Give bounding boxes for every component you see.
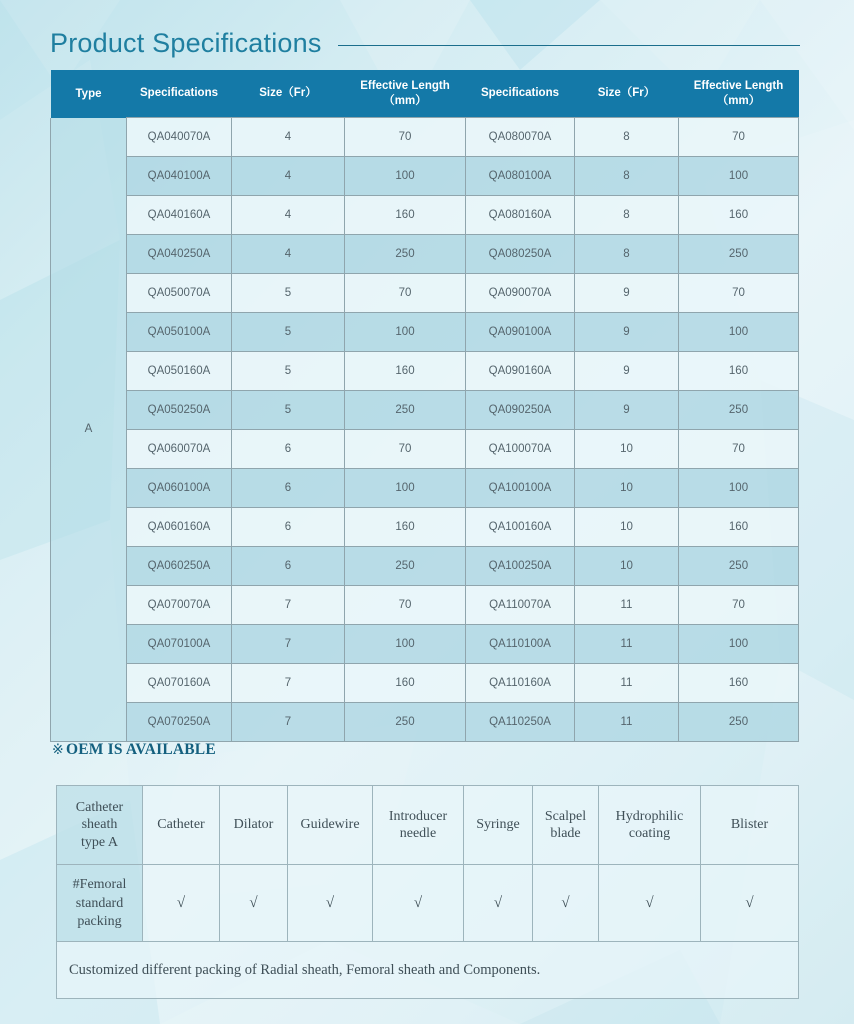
cell-effective-length-1: 160 — [345, 352, 466, 391]
cell-specifications-1: QA040070A — [127, 118, 232, 157]
cell-specifications-2: QA090250A — [466, 391, 575, 430]
cell-size-2: 10 — [575, 508, 679, 547]
cell-specifications-1: QA070250A — [127, 703, 232, 742]
column-header-effective-length-1 — [345, 70, 466, 118]
cell-size-2: 9 — [575, 391, 679, 430]
packing-column-header — [220, 786, 288, 865]
column-header-size-1: Size（Fr） — [232, 70, 345, 118]
cell-size-1: 7 — [232, 664, 345, 703]
cell-specifications-2: QA090070A — [466, 274, 575, 313]
table-row — [51, 625, 799, 664]
packing-row-label — [57, 865, 143, 942]
cell-size-2: 8 — [575, 235, 679, 274]
packing-row-label-line: #Femoral — [72, 876, 127, 892]
cell-size-1: 4 — [232, 196, 345, 235]
cell-effective-length-2: 70 — [679, 118, 799, 157]
table-row — [51, 430, 799, 469]
cell-size-1: 5 — [232, 352, 345, 391]
cell-specifications-1: QA070100A — [127, 625, 232, 664]
cell-effective-length-2: 70 — [679, 430, 799, 469]
packing-contents-table — [56, 785, 799, 999]
effective-length-2-line1: Effective Length — [693, 80, 784, 93]
packing-check-mark: √ — [220, 865, 288, 942]
packing-header-line: Syringe — [476, 817, 520, 833]
column-header-specifications-1: Specifications — [127, 70, 232, 118]
packing-header-row — [57, 786, 799, 865]
cell-size-1: 6 — [232, 547, 345, 586]
packing-header-line: Scalpel — [544, 808, 587, 824]
cell-effective-length-2: 160 — [679, 352, 799, 391]
cell-effective-length-1: 100 — [345, 625, 466, 664]
cell-size-2: 10 — [575, 469, 679, 508]
table-row — [51, 118, 799, 157]
packing-column-header — [701, 786, 799, 865]
cell-specifications-1: QA050160A — [127, 352, 232, 391]
column-header-specifications-2: Specifications — [466, 70, 575, 118]
cell-effective-length-1: 70 — [345, 118, 466, 157]
cell-effective-length-1: 70 — [345, 586, 466, 625]
cell-size-1: 7 — [232, 625, 345, 664]
cell-specifications-1: QA070070A — [127, 586, 232, 625]
cell-effective-length-2: 250 — [679, 547, 799, 586]
cell-size-1: 6 — [232, 508, 345, 547]
table-row — [51, 469, 799, 508]
cell-size-2: 8 — [575, 157, 679, 196]
cell-size-2: 11 — [575, 586, 679, 625]
packing-header-line: Hydrophilic — [615, 808, 684, 824]
cell-specifications-1: QA040160A — [127, 196, 232, 235]
cell-effective-length-1: 160 — [345, 508, 466, 547]
cell-size-1: 4 — [232, 118, 345, 157]
packing-check-mark: √ — [143, 865, 220, 942]
cell-effective-length-2: 100 — [679, 157, 799, 196]
cell-specifications-2: QA080070A — [466, 118, 575, 157]
effective-length-1-line2: （mm） — [383, 94, 427, 107]
cell-specifications-1: QA060070A — [127, 430, 232, 469]
cell-effective-length-2: 100 — [679, 625, 799, 664]
table-row — [51, 508, 799, 547]
table-row — [51, 313, 799, 352]
packing-check-mark: √ — [288, 865, 373, 942]
reference-mark-icon: ※ — [52, 742, 64, 758]
column-header-effective-length-2 — [679, 70, 799, 118]
cell-effective-length-1: 100 — [345, 157, 466, 196]
cell-effective-length-2: 250 — [679, 235, 799, 274]
packing-mark-row — [57, 865, 799, 942]
cell-effective-length-2: 70 — [679, 586, 799, 625]
table-row — [51, 547, 799, 586]
cell-size-1: 7 — [232, 703, 345, 742]
title-row — [50, 22, 800, 64]
packing-row-label-line: standard — [75, 895, 124, 911]
packing-check-mark: √ — [373, 865, 464, 942]
cell-effective-length-1: 160 — [345, 664, 466, 703]
cell-specifications-1: QA050250A — [127, 391, 232, 430]
packing-header-line: Catheter — [157, 817, 205, 833]
cell-specifications-2: QA100070A — [466, 430, 575, 469]
cell-effective-length-1: 250 — [345, 235, 466, 274]
cell-size-2: 11 — [575, 703, 679, 742]
cell-specifications-1: QA060160A — [127, 508, 232, 547]
cell-size-1: 6 — [232, 469, 345, 508]
packing-header-line: coating — [628, 826, 671, 841]
specifications-table-head — [51, 70, 799, 118]
cell-size-2: 8 — [575, 196, 679, 235]
cell-effective-length-1: 250 — [345, 703, 466, 742]
cell-specifications-2: QA100100A — [466, 469, 575, 508]
cell-specifications-1: QA070160A — [127, 664, 232, 703]
packing-header-line: Catheter — [75, 799, 124, 815]
cell-size-1: 7 — [232, 586, 345, 625]
packing-header-line: sheath — [81, 817, 118, 833]
cell-size-2: 9 — [575, 274, 679, 313]
cell-size-2: 11 — [575, 664, 679, 703]
cell-effective-length-1: 70 — [345, 430, 466, 469]
packing-column-header — [533, 786, 599, 865]
cell-specifications-1: QA040100A — [127, 157, 232, 196]
cell-effective-length-1: 100 — [345, 469, 466, 508]
effective-length-2-line2: （mm） — [716, 94, 761, 107]
column-header-size-2: Size（Fr） — [575, 70, 679, 118]
cell-effective-length-2: 100 — [679, 469, 799, 508]
cell-size-2: 11 — [575, 625, 679, 664]
packing-column-header — [57, 786, 143, 865]
table-row — [51, 235, 799, 274]
cell-size-2: 10 — [575, 430, 679, 469]
packing-check-mark: √ — [464, 865, 533, 942]
table-row — [51, 274, 799, 313]
cell-specifications-2: QA080250A — [466, 235, 575, 274]
specifications-table-body — [51, 118, 799, 742]
cell-specifications-1: QA060100A — [127, 469, 232, 508]
cell-size-1: 5 — [232, 313, 345, 352]
packing-check-mark: √ — [599, 865, 701, 942]
specifications-table — [50, 70, 799, 742]
cell-size-1: 5 — [232, 391, 345, 430]
table-row — [51, 196, 799, 235]
packing-row-label-line: packing — [77, 914, 122, 930]
cell-effective-length-1: 250 — [345, 391, 466, 430]
packing-check-mark: √ — [701, 865, 799, 942]
cell-size-1: 4 — [232, 235, 345, 274]
cell-specifications-1: QA050070A — [127, 274, 232, 313]
cell-effective-length-2: 250 — [679, 391, 799, 430]
packing-header-line: Introducer — [388, 808, 448, 824]
oem-note-text: OEM IS AVAILABLE — [65, 741, 216, 758]
cell-specifications-1: QA060250A — [127, 547, 232, 586]
cell-specifications-1: QA050100A — [127, 313, 232, 352]
effective-length-1-line1: Effective Length — [360, 80, 450, 93]
cell-specifications-2: QA080160A — [466, 196, 575, 235]
cell-size-2: 9 — [575, 313, 679, 352]
packing-footer-row — [57, 942, 799, 999]
cell-effective-length-1: 160 — [345, 196, 466, 235]
cell-effective-length-2: 70 — [679, 274, 799, 313]
column-header-type: Type — [51, 70, 127, 118]
cell-effective-length-2: 160 — [679, 196, 799, 235]
packing-header-line: Guidewire — [300, 817, 360, 833]
cell-effective-length-1: 70 — [345, 274, 466, 313]
packing-column-header — [373, 786, 464, 865]
table-row — [51, 703, 799, 742]
table-row — [51, 157, 799, 196]
cell-type: A — [51, 118, 127, 742]
cell-specifications-2: QA110160A — [466, 664, 575, 703]
cell-effective-length-2: 160 — [679, 508, 799, 547]
specifications-header-row — [51, 70, 799, 118]
cell-size-2: 10 — [575, 547, 679, 586]
packing-header-line: needle — [399, 826, 437, 841]
cell-specifications-2: QA100250A — [466, 547, 575, 586]
cell-specifications-2: QA110250A — [466, 703, 575, 742]
packing-column-header — [143, 786, 220, 865]
oem-availability-note — [52, 741, 216, 759]
packing-header-line: type A — [81, 834, 118, 850]
cell-size-2: 8 — [575, 118, 679, 157]
packing-header-line: Blister — [730, 817, 769, 833]
table-row — [51, 391, 799, 430]
cell-effective-length-1: 250 — [345, 547, 466, 586]
cell-specifications-2: QA110100A — [466, 625, 575, 664]
cell-specifications-2: QA080100A — [466, 157, 575, 196]
cell-specifications-2: QA110070A — [466, 586, 575, 625]
table-row — [51, 664, 799, 703]
table-row — [51, 586, 799, 625]
packing-column-header — [599, 786, 701, 865]
cell-effective-length-2: 250 — [679, 703, 799, 742]
cell-effective-length-2: 100 — [679, 313, 799, 352]
page-title: Product Specifications — [50, 27, 322, 58]
cell-effective-length-2: 160 — [679, 664, 799, 703]
cell-specifications-1: QA040250A — [127, 235, 232, 274]
cell-specifications-2: QA090160A — [466, 352, 575, 391]
packing-column-header — [464, 786, 533, 865]
cell-size-1: 4 — [232, 157, 345, 196]
cell-size-2: 9 — [575, 352, 679, 391]
cell-effective-length-1: 100 — [345, 313, 466, 352]
packing-footer-note: Customized different packing of Radial sheath, Femoral sheath and Components. — [57, 942, 799, 999]
cell-specifications-2: QA090100A — [466, 313, 575, 352]
cell-size-1: 6 — [232, 430, 345, 469]
title-divider-rule — [338, 45, 800, 46]
packing-column-header — [288, 786, 373, 865]
cell-size-1: 5 — [232, 274, 345, 313]
cell-specifications-2: QA100160A — [466, 508, 575, 547]
packing-check-mark: √ — [533, 865, 599, 942]
packing-header-line: blade — [550, 826, 581, 841]
packing-header-line: Dilator — [233, 817, 274, 833]
table-row — [51, 352, 799, 391]
